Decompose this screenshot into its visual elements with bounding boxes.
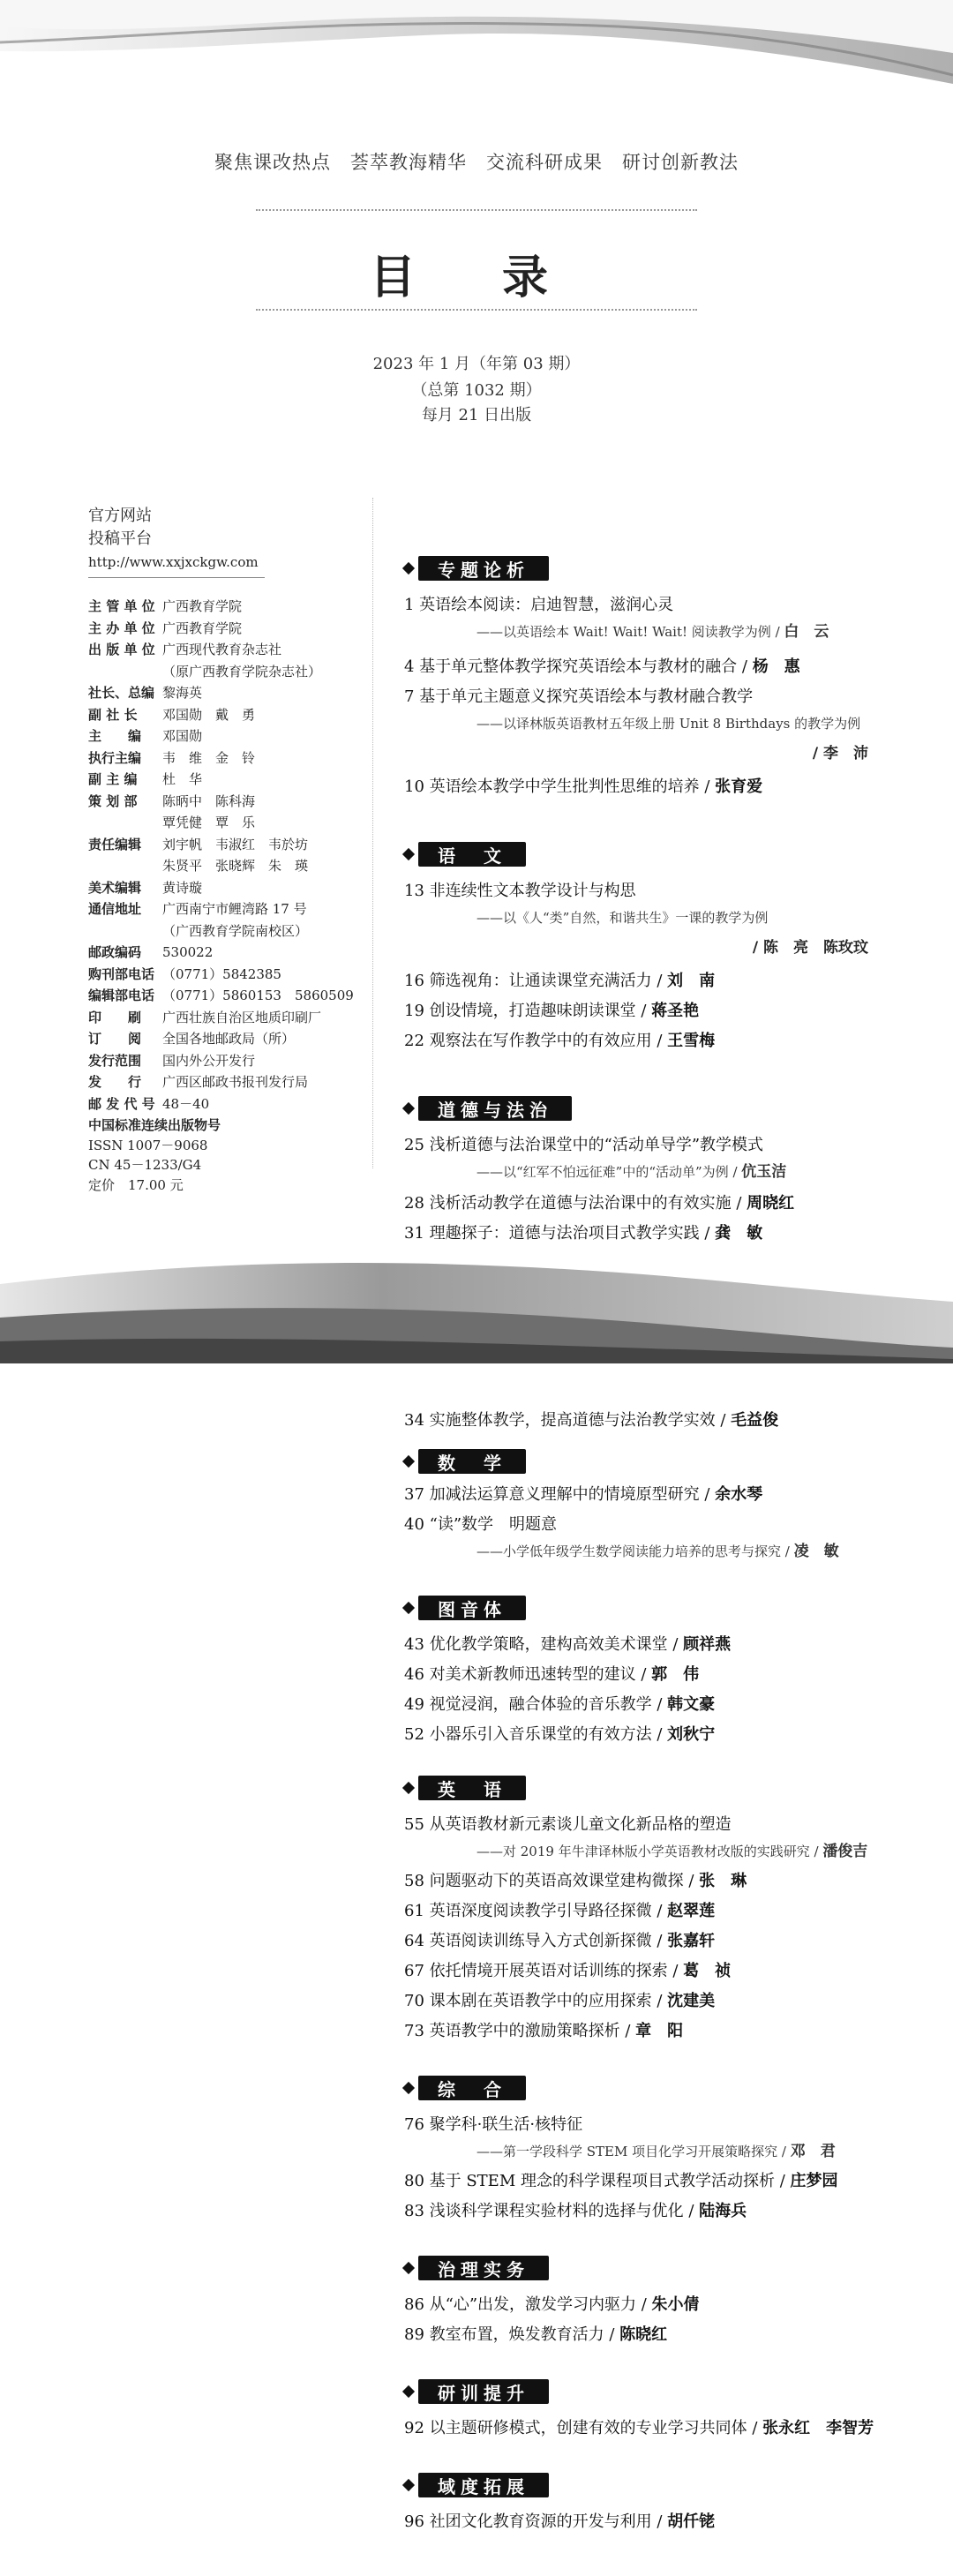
entry-title: 52 小器乐引入音乐课堂的有效方法 / bbox=[404, 1725, 668, 1744]
masthead-key: 美术编辑 bbox=[88, 879, 142, 896]
toc-entry[interactable] bbox=[404, 1899, 715, 1924]
entry-title: 67 依托情境开展英语对话训练的探索 / bbox=[404, 1962, 684, 1980]
entry-title: 4 基于单元整体教学探究英语绘本与教材的融合 / bbox=[404, 657, 753, 676]
entry-author: 余水琴 bbox=[715, 1485, 763, 1504]
entry-author: 章 阳 bbox=[635, 2022, 684, 2040]
section-header bbox=[404, 1774, 526, 1802]
section-header bbox=[404, 2377, 549, 2406]
entry-title: 55 从英语教材新元素谈儿童文化新品格的塑造 bbox=[404, 1815, 732, 1834]
toc-entry[interactable] bbox=[404, 1959, 731, 1984]
masthead-value: 黎海英 bbox=[162, 685, 203, 701]
masthead-key: 主 编 bbox=[88, 728, 142, 744]
entry-title: 13 非连续性文本教学设计与构思 bbox=[404, 882, 636, 900]
toc-entry[interactable] bbox=[404, 1693, 715, 1717]
toc-entry[interactable] bbox=[404, 2019, 683, 2044]
entry-title: 73 英语教学中的激励策略探析 / bbox=[404, 2022, 636, 2040]
masthead-value: 广西区邮政书报刊发行局 bbox=[162, 1074, 309, 1090]
toc-entry[interactable] bbox=[404, 1663, 699, 1687]
page-title: 目 录 bbox=[369, 251, 584, 304]
section-header bbox=[404, 1594, 526, 1622]
masthead-value: 530022 bbox=[162, 944, 214, 960]
toc-author-line[interactable]: / 李 沛 bbox=[812, 745, 868, 762]
url-underline bbox=[88, 577, 265, 578]
masthead-value: 广西南宁市鲤湾路 17 号 bbox=[162, 901, 307, 917]
entry-title: 96 社团文化教育资源的开发与利用 / bbox=[404, 2512, 668, 2531]
entry-author: 张永红 李智芳 bbox=[762, 2419, 874, 2437]
entry-title: 46 对美术新教师迅速转型的建议 / bbox=[404, 1665, 652, 1684]
masthead-row bbox=[88, 618, 379, 640]
toc-entry[interactable] bbox=[404, 2510, 715, 2535]
entry-title: 28 浅析活动教学在道德与法治课中的有效实施 / bbox=[404, 1194, 747, 1213]
masthead-key: 编辑部电话 bbox=[88, 988, 155, 1003]
issue-schedule: 每月 21 日出版 bbox=[421, 406, 532, 424]
entry-title: 83 浅谈科学课程实验材料的选择与优化 / bbox=[404, 2202, 700, 2220]
masthead-row bbox=[88, 682, 379, 704]
toc-entry[interactable] bbox=[404, 1929, 715, 1954]
masthead-value: 刘宇帆 韦淑红 韦於坊 bbox=[162, 836, 309, 852]
toc-subtitle[interactable] bbox=[476, 906, 768, 929]
toc-entry[interactable] bbox=[404, 2169, 837, 2194]
issue-date: 2023 年 1 月（年第 03 期） bbox=[372, 355, 581, 373]
toc-entry[interactable] bbox=[404, 2113, 582, 2137]
price: 定价 17.00 元 bbox=[88, 1177, 184, 1193]
entry-title: 7 基于单元主题意义探究英语绘本与教材融合教学 bbox=[404, 687, 754, 706]
entry-title: 80 基于 STEM 理念的科学课程项目式教学活动探析 / bbox=[404, 2172, 791, 2190]
masthead-value: 国内外公开发行 bbox=[162, 1052, 256, 1069]
toc-subtitle[interactable] bbox=[476, 2140, 836, 2163]
cn-number: CN 45－1233/G4 bbox=[88, 1157, 202, 1173]
diamond-icon bbox=[402, 1782, 415, 1794]
entry-title: 37 加减法运算意义理解中的情境原型研究 / bbox=[404, 1485, 716, 1504]
masthead-value: 陈昞中 陈科海 bbox=[162, 792, 256, 809]
toc-subtitle[interactable] bbox=[476, 1160, 786, 1183]
masthead-value: （0771）5842385 bbox=[162, 965, 281, 982]
diamond-icon bbox=[402, 1102, 415, 1115]
masthead-key: 发 行 bbox=[88, 1074, 142, 1090]
masthead-row bbox=[88, 855, 379, 877]
top-divider bbox=[256, 209, 697, 211]
middle-wave-decoration bbox=[0, 1249, 953, 1363]
toc-entry[interactable] bbox=[404, 655, 800, 680]
masthead-row bbox=[88, 985, 379, 1007]
entry-title: 40 “读”数学 明题意 bbox=[404, 1515, 558, 1534]
masthead-list bbox=[88, 596, 379, 1115]
masthead-row bbox=[88, 791, 379, 813]
entry-title: 43 优化教学策略，建构高效美术课堂 / bbox=[404, 1635, 684, 1654]
masthead-row bbox=[88, 1050, 379, 1072]
entry-title: 1 英语绘本阅读：启迪智慧，滋润心灵 bbox=[404, 596, 674, 614]
entry-author: 白 云 bbox=[784, 623, 829, 641]
masthead-value: 韦 维 金 铃 bbox=[162, 749, 256, 766]
toc-entry[interactable] bbox=[404, 999, 699, 1024]
entry-author: 邓 君 bbox=[790, 2143, 836, 2160]
diamond-icon bbox=[402, 2262, 415, 2274]
section-title: 数 学 bbox=[418, 1449, 526, 1474]
entry-author: 伉玉洁 bbox=[741, 1163, 787, 1181]
masthead-value: 48－40 bbox=[162, 1095, 210, 1112]
masthead-key: 购刊部电话 bbox=[88, 965, 155, 982]
subtitle-text: ——小学低年级学生数学阅读能力培养的思考与探究 / bbox=[476, 1543, 794, 1559]
masthead-row bbox=[88, 596, 379, 618]
toc-subtitle[interactable] bbox=[476, 712, 860, 735]
toc-entry[interactable] bbox=[404, 879, 636, 904]
diamond-icon bbox=[402, 2479, 415, 2491]
diamond-icon bbox=[402, 2082, 415, 2094]
section-header bbox=[404, 840, 526, 868]
masthead-key: 责任编辑 bbox=[88, 836, 142, 852]
entry-author: 赵翠莲 bbox=[667, 1902, 716, 1920]
entry-author: 张育爱 bbox=[715, 777, 763, 796]
entry-author: 庄梦园 bbox=[790, 2172, 838, 2190]
section-title: 道德与法治 bbox=[418, 1096, 572, 1121]
masthead-row bbox=[88, 920, 379, 943]
toc-entry[interactable] bbox=[404, 1869, 747, 1894]
masthead-row bbox=[88, 704, 379, 726]
entry-title: 76 聚学科·联生活·核特征 bbox=[404, 2115, 583, 2134]
std-serial-title: 中国标准连续出版物号 bbox=[88, 1117, 221, 1133]
masthead-row bbox=[88, 769, 379, 791]
toc-entry[interactable] bbox=[404, 1989, 715, 2014]
entry-title: 58 问题驱动下的英语高效课堂建构微探 / bbox=[404, 1872, 700, 1890]
entry-title: 25 浅析道德与法治课堂中的“活动单导学”教学模式 bbox=[404, 1136, 764, 1154]
section-title: 图音体 bbox=[418, 1596, 526, 1620]
masthead-key: 策 划 部 bbox=[88, 792, 138, 809]
entry-author: 毛益俊 bbox=[731, 1411, 779, 1430]
toc-entry[interactable] bbox=[404, 1133, 763, 1158]
entry-title: 89 教室布置，焕发教育活力 / bbox=[404, 2325, 620, 2344]
diamond-icon bbox=[402, 2385, 415, 2398]
masthead-value: 广西教育学院 bbox=[162, 598, 243, 614]
top-wave-decoration bbox=[0, 0, 953, 106]
toc-subtitle[interactable] bbox=[476, 1840, 867, 1863]
entry-author: 陈晓红 bbox=[619, 2325, 668, 2344]
toc-entry[interactable] bbox=[404, 1221, 762, 1246]
toc-entry[interactable] bbox=[404, 1513, 557, 1537]
toc-entry[interactable] bbox=[404, 593, 673, 618]
masthead-value: 广西现代教育杂志社 bbox=[162, 642, 282, 657]
masthead-key: 订 阅 bbox=[88, 1031, 142, 1047]
toc-subtitle[interactable] bbox=[476, 620, 829, 643]
section-header bbox=[404, 2471, 549, 2499]
entry-author: 葛 祯 bbox=[683, 1962, 732, 1980]
entry-author: 顾祥燕 bbox=[683, 1635, 732, 1654]
entry-author: 杨 惠 bbox=[752, 657, 800, 676]
official-site-label: 官方网站 bbox=[88, 507, 152, 525]
entry-title: 64 英语阅读训练导入方式创新探微 / bbox=[404, 1932, 668, 1950]
title-divider bbox=[256, 309, 697, 311]
entry-author: 周晓红 bbox=[747, 1194, 795, 1213]
toc-entry[interactable] bbox=[404, 1191, 794, 1216]
page-break-gap bbox=[0, 1363, 953, 1372]
masthead-row bbox=[88, 877, 379, 899]
masthead-row bbox=[88, 812, 379, 834]
section-header bbox=[404, 554, 549, 582]
masthead-key: 邮 发 代 号 bbox=[88, 1095, 155, 1112]
toc-entry[interactable] bbox=[404, 685, 753, 710]
masthead-row bbox=[88, 725, 379, 747]
entry-title: 19 创设情境，打造趣味朗读课堂 / bbox=[404, 1002, 652, 1020]
toc-entry[interactable] bbox=[404, 1723, 715, 1747]
entry-title: 61 英语深度阅读教学引导路径探微 / bbox=[404, 1902, 668, 1920]
masthead-value: 广西教育学院 bbox=[162, 620, 243, 636]
section-title: 研训提升 bbox=[418, 2379, 549, 2404]
toc-entry[interactable] bbox=[404, 775, 762, 800]
entry-author: 潘俊吉 bbox=[822, 1843, 868, 1860]
subtitle-text: ——以“红军不怕远征难”中的“活动单”为例 / bbox=[476, 1164, 742, 1180]
entry-author: 龚 敏 bbox=[715, 1224, 763, 1243]
masthead-value: 邓国勋 bbox=[162, 728, 203, 744]
toc-entry[interactable] bbox=[404, 1029, 715, 1054]
entry-author: 陆海兵 bbox=[699, 2202, 747, 2220]
toc-entry[interactable] bbox=[404, 1633, 731, 1657]
masthead-key: 邮政编码 bbox=[88, 944, 142, 960]
masthead-row bbox=[88, 1028, 379, 1050]
left-info-column bbox=[88, 505, 379, 1196]
subtitle-text: ——以译林版英语教材五年级上册 Unit 8 Birthdays 的教学为例 bbox=[476, 716, 861, 732]
section-title: 专题论析 bbox=[418, 556, 549, 581]
masthead-row bbox=[88, 942, 379, 964]
entry-title: 86 从“心”出发，激发学习内驱力 / bbox=[404, 2295, 652, 2314]
toc-entry[interactable] bbox=[404, 2199, 747, 2224]
entry-title: 22 观察法在写作教学中的有效应用 / bbox=[404, 1032, 668, 1050]
entry-title: 31 理趣探子：道德与法治项目式教学实践 / bbox=[404, 1224, 716, 1243]
diamond-icon bbox=[402, 562, 415, 575]
toc-entry[interactable] bbox=[404, 969, 715, 994]
masthead-key: 社长、总编 bbox=[88, 685, 155, 701]
entry-author: 韩文豪 bbox=[667, 1695, 716, 1714]
toc-entry[interactable] bbox=[404, 1408, 778, 1433]
section-header bbox=[404, 2074, 526, 2102]
entry-author: 郭 伟 bbox=[651, 1665, 700, 1684]
diamond-icon bbox=[402, 848, 415, 860]
diamond-icon bbox=[402, 1455, 415, 1468]
masthead-row bbox=[88, 661, 379, 683]
entry-author: 刘 南 bbox=[667, 972, 716, 990]
masthead-value: 全国各地邮政局（所） bbox=[162, 1031, 296, 1047]
section-title: 语 文 bbox=[418, 842, 526, 867]
submission-label: 投稿平台 bbox=[88, 529, 152, 548]
entry-title: 49 视觉浸润，融合体验的音乐教学 / bbox=[404, 1695, 668, 1714]
section-header bbox=[404, 1447, 526, 1476]
masthead-key: 副 主 编 bbox=[88, 771, 138, 787]
diamond-icon bbox=[402, 1602, 415, 1614]
masthead-value: 广西壮族自治区地质印刷厂 bbox=[162, 1009, 322, 1025]
toc-entry[interactable] bbox=[404, 1813, 732, 1837]
masthead-row bbox=[88, 639, 379, 661]
toc-author-line[interactable]: / 陈 亮 陈玫玟 bbox=[752, 939, 868, 957]
section-title: 英 语 bbox=[418, 1776, 526, 1800]
masthead-key: 印 刷 bbox=[88, 1009, 142, 1025]
masthead-key: 主 管 单 位 bbox=[88, 598, 155, 614]
masthead-value: （0771）5860153 5860509 bbox=[162, 988, 354, 1003]
entry-title: 92 以主题研修模式，创建有效的专业学习共同体 / bbox=[404, 2419, 763, 2437]
masthead-value: 杜 华 bbox=[162, 771, 203, 787]
slogan: 聚焦课改热点 荟萃教海精华 交流科研成果 研讨创新教法 bbox=[214, 152, 739, 173]
masthead-row bbox=[88, 834, 379, 856]
entry-author: 凌 敏 bbox=[793, 1543, 839, 1560]
entry-title: 70 课本剧在英语教学中的应用探索 / bbox=[404, 1992, 668, 2010]
section-title: 治理实务 bbox=[418, 2256, 549, 2280]
subtitle-text: ——以《人“类”自然，和谐共生》一课的教学为例 bbox=[476, 910, 769, 926]
entry-author: 张嘉轩 bbox=[667, 1932, 716, 1950]
masthead-row bbox=[88, 1007, 379, 1029]
toc-entry[interactable] bbox=[404, 2293, 700, 2317]
section-header bbox=[404, 1094, 572, 1123]
section-header bbox=[404, 2254, 549, 2282]
entry-author: 朱小倩 bbox=[651, 2295, 700, 2314]
entry-author: 王雪梅 bbox=[667, 1032, 716, 1050]
entry-title: 10 英语绘本教学中学生批判性思维的培养 / bbox=[404, 777, 716, 796]
toc-entry[interactable] bbox=[404, 2323, 667, 2347]
masthead-value: 邓国勋 戴 勇 bbox=[162, 706, 256, 723]
section-title: 域度拓展 bbox=[418, 2473, 549, 2497]
toc-subtitle[interactable] bbox=[476, 1540, 839, 1563]
entry-title: 16 筛选视角：让通读课堂充满活力 / bbox=[404, 972, 668, 990]
masthead-row bbox=[88, 1071, 379, 1093]
masthead-value: （原广西教育学院杂志社） bbox=[162, 663, 322, 680]
masthead-row bbox=[88, 964, 379, 986]
masthead-row bbox=[88, 747, 379, 770]
entry-author: 蒋圣艳 bbox=[651, 1002, 700, 1020]
masthead-key: 主 办 单 位 bbox=[88, 620, 155, 636]
toc-entry[interactable] bbox=[404, 1483, 762, 1507]
entry-author: 沈建美 bbox=[667, 1992, 716, 2010]
section-title: 综 合 bbox=[418, 2076, 526, 2100]
masthead-value: （广西教育学院南校区） bbox=[162, 922, 309, 939]
website-url[interactable]: http://www.xxjxckgw.com bbox=[88, 554, 259, 570]
subtitle-text: ——第一学段科学 STEM 项目化学习开展策略探究 / bbox=[476, 2144, 791, 2159]
subtitle-text: ——以英语绘本 Wait! Wait! Wait! 阅读教学为例 / bbox=[476, 624, 784, 640]
subtitle-text: ——对 2019 年牛津译林版小学英语教材改版的实践研究 / bbox=[476, 1844, 823, 1859]
masthead-key: 发行范围 bbox=[88, 1052, 142, 1069]
masthead-value: 黄诗璇 bbox=[162, 879, 203, 896]
entry-title: 34 实施整体教学，提高道德与法治教学实效 / bbox=[404, 1411, 732, 1430]
masthead-value: 朱贤平 张晓辉 朱 瑛 bbox=[162, 858, 309, 874]
issn: ISSN 1007－9068 bbox=[88, 1138, 208, 1153]
masthead-key: 副 社 长 bbox=[88, 706, 138, 723]
entry-author: 张 琳 bbox=[699, 1872, 747, 1890]
masthead-key: 出 版 单 位 bbox=[88, 642, 155, 657]
masthead-value: 覃凭健 覃 乐 bbox=[162, 815, 256, 830]
masthead-row bbox=[88, 1093, 379, 1115]
entry-author: 刘秋宁 bbox=[667, 1725, 716, 1744]
issue-total: （总第 1032 期） bbox=[411, 381, 542, 400]
toc-entry[interactable] bbox=[404, 2416, 874, 2441]
column-divider bbox=[372, 498, 373, 1168]
masthead-key: 执行主编 bbox=[88, 749, 142, 766]
masthead-row bbox=[88, 898, 379, 920]
masthead-key: 通信地址 bbox=[88, 901, 142, 917]
entry-author: 胡仟铑 bbox=[667, 2512, 716, 2531]
